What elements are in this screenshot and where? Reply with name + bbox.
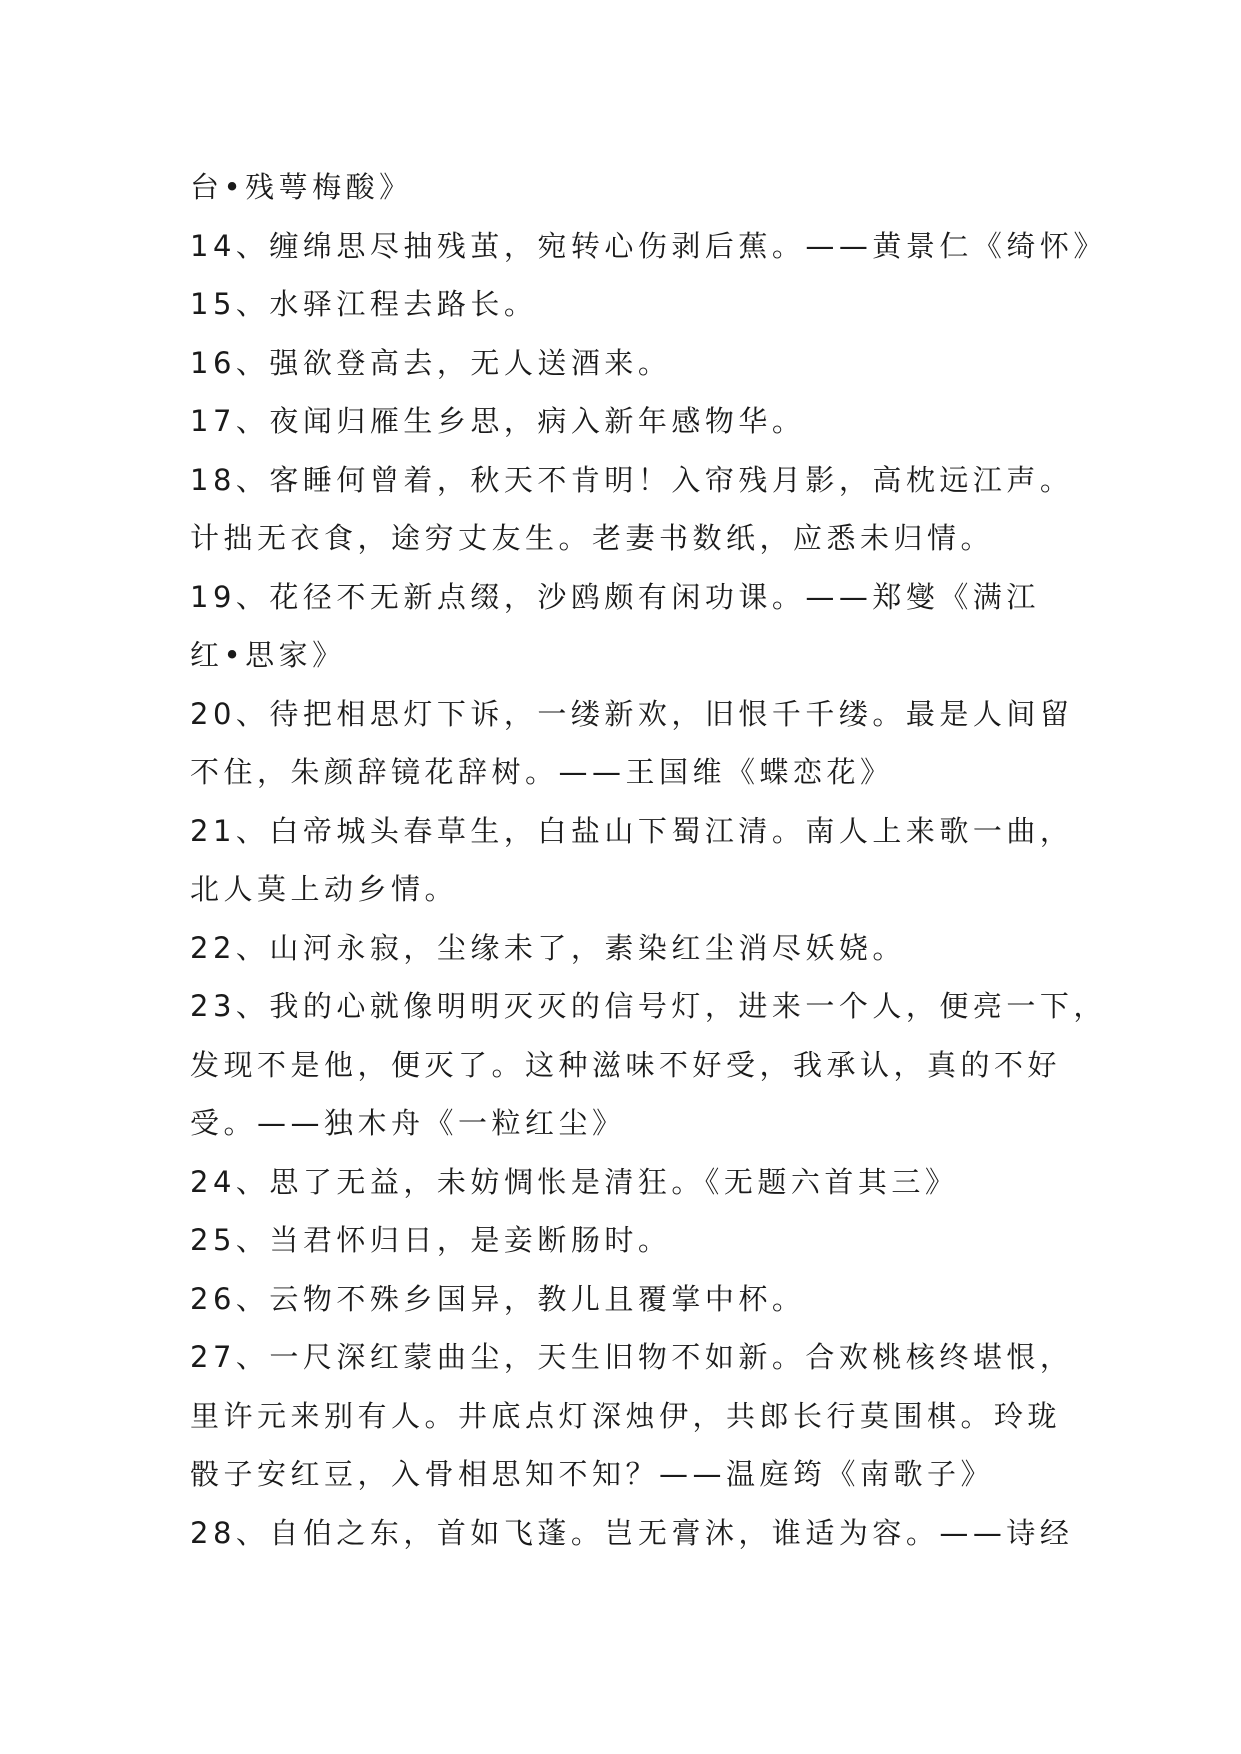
text-line: 发现不是他，便灭了。这种滋味不好受，我承认，真的不好	[190, 1047, 1062, 1082]
text-line: 21、白帝城头春草生，白盐山下蜀江清。南人上来歌一曲，	[190, 813, 1074, 848]
text-line: 不住，朱颜辞镜花辞树。——王国维《蝶恋花》	[190, 755, 894, 789]
text-line: 25、当君怀归日，是妾断肠时。	[190, 1223, 672, 1257]
text-line: 24、思了无益，未妨惆怅是清狂。《无题六首其三》	[190, 1164, 959, 1199]
text-line: 红•思家》	[190, 638, 346, 672]
text-line: 计拙无衣食，途穷丈友生。老妻书数纸，应悉未归情。	[190, 521, 995, 555]
text-line: 骰子安红豆，入骨相思知不知？——温庭筠《南歌子》	[190, 1457, 995, 1491]
text-line: 17、夜闻归雁生乡思，病入新年感物华。	[190, 404, 806, 438]
text-line: 23、我的心就像明明灭灭的信号灯，进来一个人，便亮一下，	[190, 989, 1107, 1023]
text-line: 20、待把相思灯下诉，一缕新欢，旧恨千千缕。最是人间留	[190, 696, 1074, 731]
text-line: 18、客睡何曾着，秋天不肯明！入帘残月影，高枕远江声。	[190, 462, 1074, 497]
text-line: 27、一尺深红蒙曲尘，天生旧物不如新。合欢桃核终堪恨，	[190, 1340, 1074, 1374]
text-line: 台•残萼梅酸》	[190, 170, 413, 204]
text-line: 北人莫上动乡情。	[190, 872, 459, 906]
text-line: 受。——独木舟《一粒红尘》	[190, 1106, 626, 1140]
text-line: 14、缠绵思尽抽残茧，宛转心伤剥后蕉。——黄景仁《绮怀》	[190, 228, 1107, 263]
text-line: 22、山河永寂，尘缘未了，素染红尘消尽妖娆。	[190, 930, 906, 965]
text-line: 里许元来别有人。井底点灯深烛伊，共郎长行莫围棋。玲珑	[190, 1398, 1062, 1433]
poem-text-block	[190, 158, 1107, 1562]
text-line: 28、自伯之东，首如飞蓬。岂无膏沐，谁适为容。——诗经	[190, 1515, 1074, 1550]
text-line: 26、云物不殊乡国异，教儿且覆掌中杯。	[190, 1281, 806, 1316]
text-line: 15、水驿江程去路长。	[190, 287, 538, 321]
text-line: 19、花径不无新点缀，沙鸥颇有闲功课。——郑燮《满江	[190, 579, 1040, 614]
text-line: 16、强欲登高去，无人送酒来。	[190, 345, 672, 380]
